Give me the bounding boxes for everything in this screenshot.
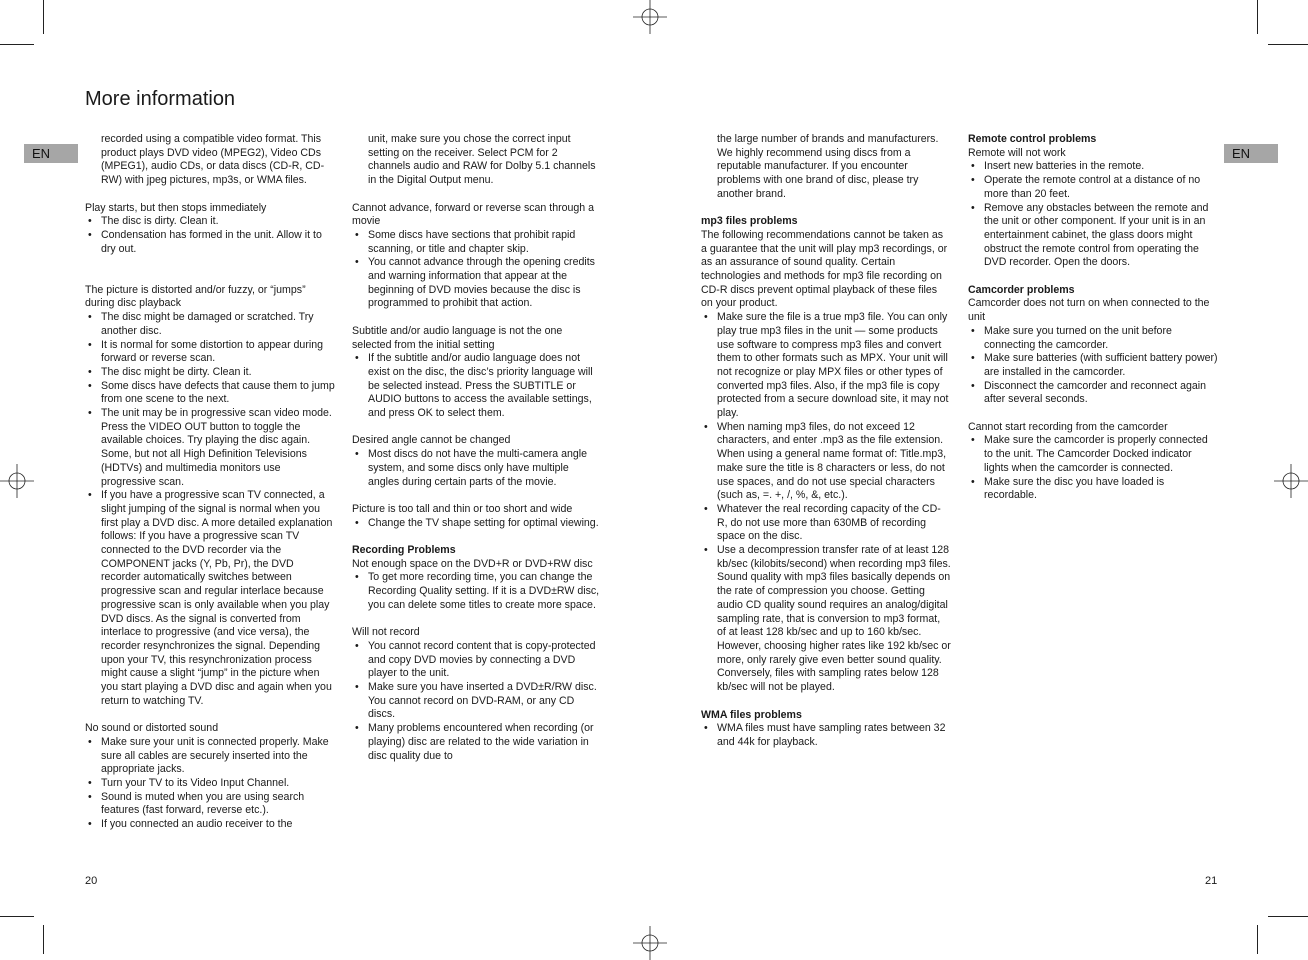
crop-mark: [1257, 0, 1258, 34]
crop-mark: [43, 925, 44, 954]
list-item: • If the subtitle and/or audio language does not exist on the disc, the disc’s priority language will be selected instead. Press the SUBTITLE or AUDIO buttons to access the available settings, and press OK to select them.: [352, 352, 602, 421]
list-item: • The disc is dirty. Clean it.: [85, 215, 335, 229]
list-item: unit, make sure you chose the correct input setting on the receiver. Select PCM for 2 channels audio and RAW for Dolby 5.1 channels in the Digital Output menu.: [368, 133, 596, 187]
registration-mark-icon: [1274, 464, 1308, 498]
solution-list: [85, 215, 335, 256]
solution-list: [85, 736, 335, 832]
list-item: • To get more recording time, you can change the Recording Quality setting. If it is a DVD±RW disc, you can delete some titles to create more space.: [352, 571, 602, 612]
language-tab-left: EN: [24, 144, 78, 163]
list-item: • WMA files must have sampling rates between 32 and 44k for playback.: [701, 722, 951, 749]
text-column-2: [352, 133, 602, 763]
list-item: • Some discs have sections that prohibit rapid scanning, or title and chapter skip.: [352, 229, 602, 256]
list-item: • Some discs have defects that cause them to jump from one scene to the next.: [85, 380, 335, 407]
problem-heading: Not enough space on the DVD+R or DVD+RW disc: [352, 557, 593, 570]
list-item: • Remove any obstacles between the remote and the unit or other component. If your unit is in an entertainment cabinet, the glass doors might obstruct the remote control from operating the DVD recorder. Open the doors.: [968, 202, 1218, 271]
crop-mark: [43, 0, 44, 34]
crop-mark: [1268, 916, 1308, 917]
body-paragraph: The following recommendations cannot be taken as a guarantee that the unit will play mp3 recordings, or as an assurance of sound quality. Certain technologies and methods for mp3 file recording on CD-R discs prevent optimal playback of these files on your product.: [701, 228, 948, 310]
list-item: • Make sure you turned on the unit before connecting the camcorder.: [968, 325, 1218, 352]
list-item: • Change the TV shape setting for optimal viewing.: [352, 517, 602, 531]
list-item: • Sound is muted when you are using search features (fast forward, reverse etc.).: [85, 791, 335, 818]
problem-heading: Cannot advance, forward or reverse scan through a movie: [352, 201, 595, 228]
problem-heading: Remote will not work: [968, 146, 1066, 159]
problem-heading: No sound or distorted sound: [85, 722, 219, 735]
problem-heading: Cannot start recording from the camcorder: [968, 420, 1168, 433]
list-item: • The disc might be damaged or scratched. Try another disc.: [85, 311, 335, 338]
solution-list: [85, 311, 335, 708]
solution-list: [701, 311, 951, 695]
registration-mark-icon: [633, 926, 667, 960]
list-item: • Make sure your unit is connected properly. Make sure all cables are securely inserted into the appropriate jacks.: [85, 736, 335, 777]
section-heading: mp3 files problems: [701, 215, 798, 228]
list-item: • Make sure the file is a true mp3 file. You can only play true mp3 files in the unit — some products use software to compress mp3 files and convert them to other formats such as MPX. Your unit will not recognize or play MPX files or other types of converted mp3 files. Also, if the mp3 file is copy protected from a secure download site, it may not play.: [701, 311, 951, 421]
list-item: • Make sure batteries (with sufficient battery power) are installed in the camcorder.: [968, 352, 1218, 379]
solution-list: [968, 325, 1218, 407]
list-item: • The disc might be dirty. Clean it.: [85, 366, 335, 380]
list-item: • It is normal for some distortion to appear during forward or reverse scan.: [85, 339, 335, 366]
solution-list: [85, 133, 335, 188]
registration-mark-icon: [633, 0, 667, 34]
list-item: • Operate the remote control at a distance of no more than 20 feet.: [968, 174, 1218, 201]
page-number-right: 21: [1205, 875, 1218, 887]
problem-heading: Subtitle and/or audio language is not the one selected from the initial setting: [352, 324, 563, 351]
list-item: • Disconnect the camcorder and reconnect again after several seconds.: [968, 380, 1218, 407]
solution-list: [352, 640, 602, 763]
page-title: More information: [85, 88, 236, 110]
section-heading: Recording Problems: [352, 544, 456, 557]
list-item: • The unit may be in progressive scan video mode. Press the VIDEO OUT button to toggle the available choices. Try playing the disc again. Some, but not all High Definition Televisions (HDTVs) and multimedia monitors use progressive scan.: [85, 407, 335, 489]
list-item: • Many problems encountered when recording (or playing) disc are related to the wide variation in disc quality due to: [352, 722, 602, 763]
problem-heading: Camcorder does not turn on when connected to the unit: [968, 297, 1210, 324]
text-column-4: [968, 133, 1218, 503]
section-heading: WMA files problems: [701, 708, 802, 721]
solution-list: [968, 160, 1218, 270]
solution-list: [701, 722, 951, 749]
registration-mark-icon: [0, 464, 34, 498]
list-item: • If you connected an audio receiver to the: [85, 818, 335, 832]
list-item: • Insert new batteries in the remote.: [968, 160, 1218, 174]
crop-mark: [1268, 44, 1308, 45]
solution-list: [352, 229, 602, 311]
solution-list: [352, 352, 602, 421]
crop-mark: [1257, 925, 1258, 954]
solution-list: [352, 517, 602, 531]
list-item: recorded using a compatible video format. This product plays DVD video (MPEG2), Video CDs (MPEG1), audio CDs, or data discs (CD-R, CD-RW) with jpeg pictures, mp3s, or WMA files.: [101, 133, 325, 187]
list-item: • If you have a progressive scan TV connected, a slight jumping of the signal is normal when you first play a DVD disc. A more detailed explanation follows: If you have a progressive scan TV connected to the DVD recorder via the COMPONENT jacks (Y, Pb, Pr), the DVD recorder automatically switches between progressive scan and regular interlace because progressive scan is only available when you play DVD discs. As the signal is converted from interlace to progressive (and vice versa), the recorder resynchronizes the signal. Depending upon your TV, this resynchronization process might cause a slight “jump” in the picture when you start playing a DVD disc and again when you return to watching TV.: [85, 489, 335, 708]
language-tab-right: EN: [1224, 144, 1278, 163]
text-column-3: [701, 133, 951, 750]
solution-list: [352, 133, 602, 188]
solution-list: [968, 434, 1218, 503]
list-item: • Use a decompression transfer rate of at least 128 kb/sec (kilobits/second) when recording mp3 files. Sound quality with mp3 files basically depends on the rate of compression you choose. Getting audio CD quality sound requires an analog/digital sampling rate, that is conversion to mp3 format, of at least 128 kb/sec and up to 160 kb/sec. However, choosing higher rates like 192 kb/sec or more, only rarely give even better sound quality. Conversely, files with sampling rates below 128 kb/sec will not be played.: [701, 544, 951, 695]
list-item: • You cannot record content that is copy-protected and copy DVD movies by connecting a DVD player to the unit.: [352, 640, 602, 681]
crop-mark: [0, 44, 34, 45]
list-item: • Make sure you have inserted a DVD±R/RW disc. You cannot record on DVD-RAM, or any CD discs.: [352, 681, 602, 722]
list-item: • Whatever the real recording capacity of the CD-R, do not use more than 630MB of recording space on the disc.: [701, 503, 951, 544]
list-item: • You cannot advance through the opening credits and warning information that appear at the beginning of DVD movies because the disc is programmed to prohibit that action.: [352, 256, 602, 311]
solution-list: [352, 571, 602, 612]
problem-heading: Will not record: [352, 626, 420, 639]
problem-heading: The picture is distorted and/or fuzzy, or “jumps” during disc playback: [85, 283, 306, 310]
section-heading: Camcorder problems: [968, 283, 1075, 296]
list-item: • When naming mp3 files, do not exceed 12 characters, and enter .mp3 as the file extension. When using a general name format of: Title.mp3, make sure the title is 8 characters or less, do not use spaces, and do not use special characters (such as, =. +, /, %, &, etc.).: [701, 421, 951, 503]
text-column-1: [85, 133, 335, 832]
list-item: • Most discs do not have the multi-camera angle system, and some discs only have multiple angles during certain parts of the movie.: [352, 448, 602, 489]
problem-heading: Desired angle cannot be changed: [352, 434, 511, 447]
section-heading: Remote control problems: [968, 133, 1097, 145]
problem-heading: Play starts, but then stops immediately: [85, 201, 267, 214]
list-item: • Turn your TV to its Video Input Channel.: [85, 777, 335, 791]
list-item: • Make sure the disc you have loaded is recordable.: [968, 476, 1218, 503]
solution-list: [701, 133, 951, 202]
list-item: • Condensation has formed in the unit. Allow it to dry out.: [85, 229, 335, 256]
list-item: the large number of brands and manufacturers. We highly recommend using discs from a reputable manufacturer. If you encounter problems with one brand of disc, please try another brand.: [717, 133, 939, 200]
page-number-left: 20: [85, 875, 98, 887]
list-item: • Make sure the camcorder is properly connected to the unit. The Camcorder Docked indicator lights when the camcorder is connected.: [968, 434, 1218, 475]
problem-heading: Picture is too tall and thin or too short and wide: [352, 502, 573, 515]
solution-list: [352, 448, 602, 489]
crop-mark: [0, 916, 34, 917]
